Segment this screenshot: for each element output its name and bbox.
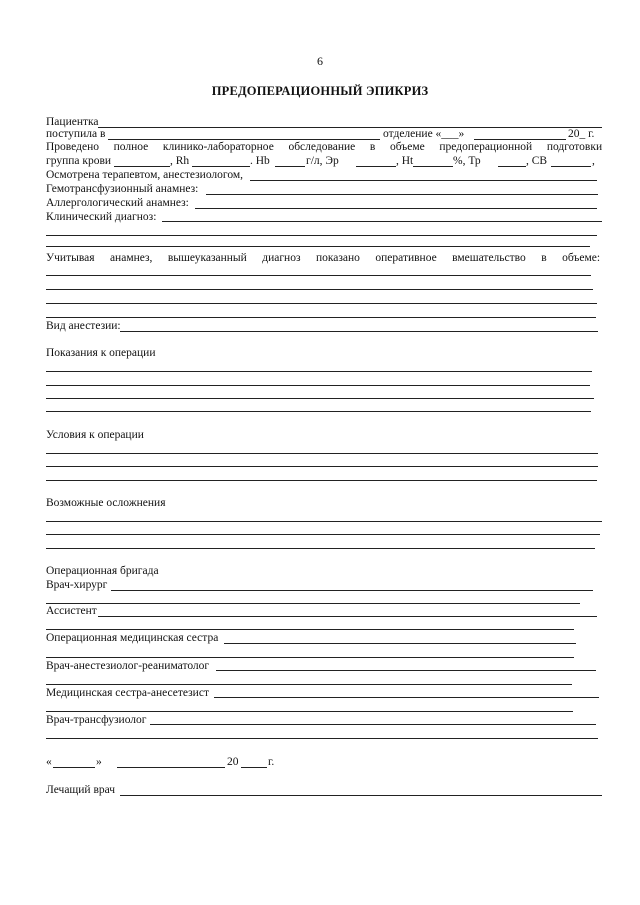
hemotransfusion-label: Гемотрансфузионный анамнез:: [46, 183, 199, 195]
allergy-field[interactable]: [195, 208, 597, 209]
date-year-field[interactable]: [241, 767, 267, 768]
indication-sentence: Учитывая анамнез, вышеуказанный диагноз показано оперативное вмешательство в объеме:: [46, 252, 601, 264]
hemotransfusion-field[interactable]: [206, 194, 598, 195]
hb-label: . Hb: [250, 155, 270, 167]
surgeon-line-2[interactable]: [46, 603, 580, 604]
indications-line-2[interactable]: [46, 385, 590, 386]
indications-heading: Показания к операции: [46, 347, 156, 359]
rh-label: , Rh: [170, 155, 190, 167]
conditions-line-2[interactable]: [46, 466, 598, 467]
admitted-label: поступила в: [46, 128, 106, 140]
transfusiologist-field[interactable]: [150, 724, 596, 725]
examined-by-label: Осмотрена терапевтом, анестезиологом,: [46, 169, 244, 181]
clinical-diagnosis-line-3[interactable]: [46, 246, 590, 247]
transfusiologist-line-2[interactable]: [46, 738, 598, 739]
assistant-label: Ассистент: [46, 605, 97, 617]
anesthesia-label: Вид анестезии:: [46, 320, 121, 332]
clinical-diagnosis-line-2[interactable]: [46, 235, 597, 236]
clinical-diagnosis-label: Клинический диагноз:: [46, 211, 157, 223]
rh-field[interactable]: [192, 166, 250, 167]
page-number: 6: [317, 54, 323, 68]
attending-doctor-field[interactable]: [120, 795, 602, 796]
complications-heading: Возможные осложнения: [46, 497, 166, 509]
patient-field[interactable]: [98, 127, 602, 128]
nurse-label: Операционная медицинская сестра: [46, 632, 219, 644]
ht-field[interactable]: [413, 166, 453, 167]
allergy-label: Аллергологический анамнез:: [46, 197, 189, 209]
nurse-line-2[interactable]: [46, 657, 574, 658]
date-year-suffix: г.: [268, 756, 275, 768]
exam-sentence: Проведено полное клинико-лабораторное обследование в объеме предоперационной подготовки: [46, 141, 603, 153]
date-close-quote: »: [96, 756, 102, 768]
surgeon-field[interactable]: [111, 590, 593, 591]
assistant-line-2[interactable]: [46, 629, 574, 630]
anesthetist-nurse-field[interactable]: [214, 697, 599, 698]
clinical-diagnosis-field[interactable]: [162, 221, 602, 222]
complications-line-1[interactable]: [46, 521, 602, 522]
operation-scope-line-3[interactable]: [46, 303, 597, 304]
date-year-prefix: 20: [227, 756, 239, 768]
team-heading: Операционная бригада: [46, 565, 159, 577]
conditions-heading: Условия к операции: [46, 429, 144, 441]
admitted-field[interactable]: [108, 139, 380, 140]
tr-field[interactable]: [498, 166, 526, 167]
anesthesiologist-line-2[interactable]: [46, 684, 572, 685]
conditions-line-1[interactable]: [46, 453, 598, 454]
year-label: 20_ г.: [568, 128, 595, 140]
assistant-field[interactable]: [98, 616, 597, 617]
department-label: отделение «___»: [383, 128, 465, 140]
anesthesiologist-label: Врач-анестезиолог-реаниматолог: [46, 660, 210, 672]
indications-line-1[interactable]: [46, 371, 592, 372]
anesthesiologist-field[interactable]: [216, 670, 596, 671]
date-day-field[interactable]: [53, 767, 95, 768]
hb-field[interactable]: [275, 166, 305, 167]
indications-line-4[interactable]: [46, 411, 591, 412]
operation-scope-line-4[interactable]: [46, 317, 596, 318]
sv-label: , СВ: [526, 155, 548, 167]
blood-group-label: группа крови: [46, 155, 112, 167]
nurse-field[interactable]: [224, 643, 576, 644]
anesthesia-field[interactable]: [120, 331, 598, 332]
complications-line-2[interactable]: [46, 534, 600, 535]
tr-label: %, Тр: [453, 155, 481, 167]
department-field[interactable]: [474, 139, 566, 140]
attending-doctor-label: Лечащий врач: [46, 784, 116, 796]
hb-unit-label: г/л, Эр: [306, 155, 339, 167]
ht-label: , Ht: [396, 155, 414, 167]
complications-line-3[interactable]: [46, 548, 595, 549]
operation-scope-line-2[interactable]: [46, 289, 593, 290]
er-field[interactable]: [356, 166, 396, 167]
surgeon-label: Врач-хирург: [46, 579, 108, 591]
indications-line-3[interactable]: [46, 398, 594, 399]
examined-by-field[interactable]: [250, 180, 597, 181]
blood-group-field[interactable]: [114, 166, 170, 167]
patient-label: Пациентка: [46, 116, 99, 128]
anesthetist-nurse-label: Медицинская сестра-анесетезист: [46, 687, 209, 699]
page-title: ПРЕДОПЕРАЦИОННЫЙ ЭПИКРИЗ: [211, 84, 429, 98]
anesthetist-nurse-line-2[interactable]: [46, 711, 573, 712]
sv-field[interactable]: [551, 166, 591, 167]
date-month-field[interactable]: [117, 767, 225, 768]
operation-scope-line-1[interactable]: [46, 275, 591, 276]
sv-end: ,: [592, 155, 595, 167]
date-open-quote: «: [46, 756, 52, 768]
conditions-line-3[interactable]: [46, 480, 597, 481]
transfusiologist-label: Врач-трансфузиолог: [46, 714, 147, 726]
